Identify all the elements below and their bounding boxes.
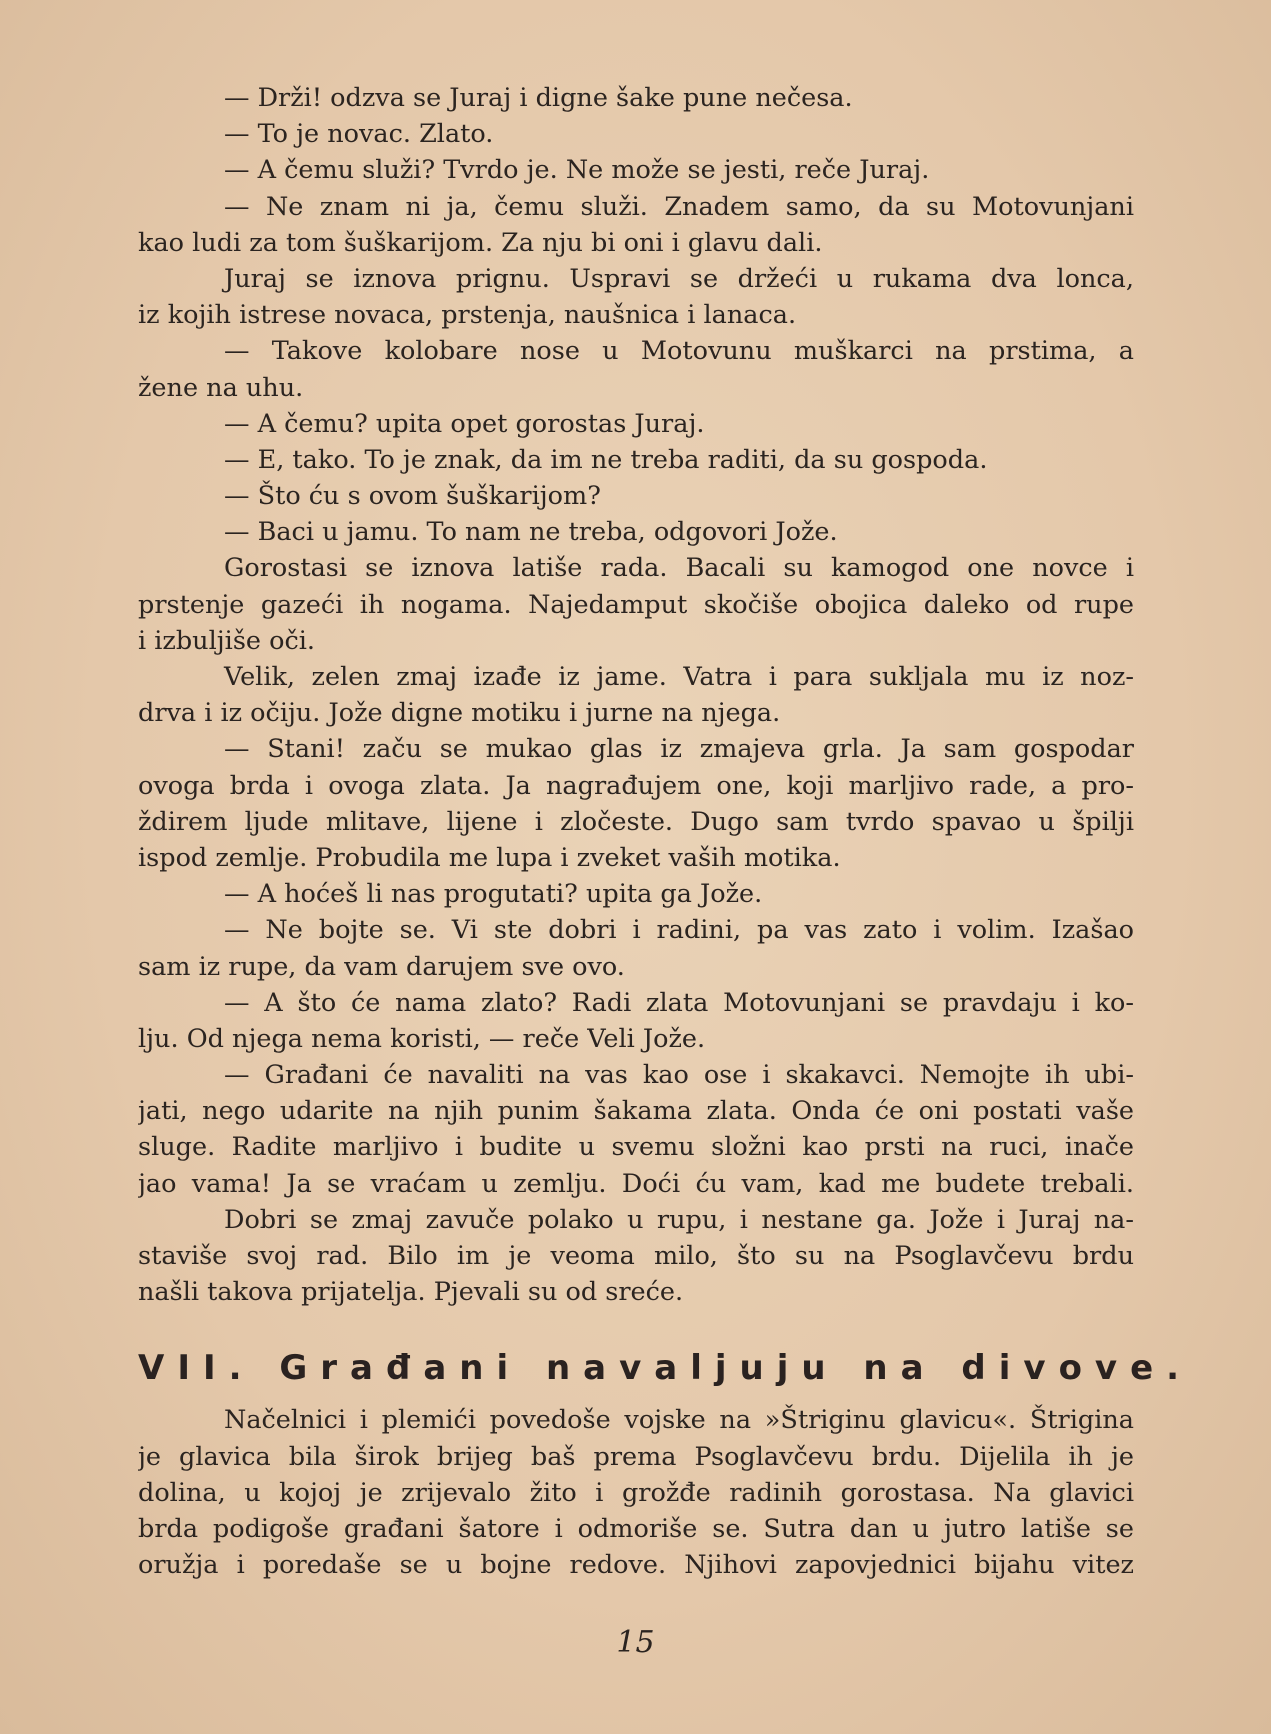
text-line: — Drži! odzva se Juraj i digne šake pune nečesa.	[224, 83, 853, 113]
text-line: Juraj se iznova prignu. Uspravi se držeći u rukama dva lonca,	[224, 263, 1134, 294]
text-line: ovoga brda i ovoga zlata. Ja nagrađujem one, koji marljivo rade, a pro-	[138, 770, 1134, 801]
text-line: našli takova prijatelja. Pjevali su od sreće.	[138, 1277, 684, 1308]
text-line: — Ne znam ni ja, čemu služi. Znadem samo, da su Motovunjani	[224, 191, 1134, 222]
text-line: Načelnici i plemići povedoše vojske na »Štriginu glavicu«. Štrigina	[224, 1405, 1134, 1436]
text-line: — To je novac. Zlato.	[224, 119, 494, 150]
text-line: — Stani! začu se mukao glas iz zmajeva grla. Ja sam gospodar	[224, 734, 1134, 765]
page-number: 15	[616, 1625, 655, 1660]
text-line: kao ludi za tom šuškarijom. Za nju bi oni i glavu dali.	[138, 227, 823, 258]
text-line: lju. Od njega nema koristi, — reče Veli Jože.	[138, 1023, 706, 1054]
text-line: iz kojih istrese novaca, prstenja, naušnica i lanaca.	[138, 300, 797, 331]
text-line: — Što ću s ovom šuškarijom?	[224, 481, 601, 512]
text-line: žene na uhu.	[138, 372, 304, 403]
text-line: prstenje gazeći ih nogama. Najedamput skočiše obojica daleko od rupe	[138, 589, 1134, 620]
text-block-bottom	[138, 1402, 1134, 1583]
text-line: — A hoćeš li nas progutati? upita ga Jože.	[224, 879, 763, 910]
text-line: i izbuljiše oči.	[138, 625, 315, 656]
page-body	[138, 80, 1193, 1583]
text-line: Velik, zelen zmaj izađe iz jame. Vatra i para sukljala mu iz noz-	[224, 662, 1134, 692]
text-line: — Baci u jamu. To nam ne treba, odgovori Jože.	[224, 517, 838, 548]
text-line: ispod zemlje. Probudila me lupa i zveket vaših motika.	[138, 842, 841, 873]
text-line: dolina, u kojoj je zrijevalo žito i grožđe radinih gorostasa. Na glavici	[138, 1477, 1134, 1508]
text-line: — A čemu? upita opet gorostas Juraj.	[224, 408, 705, 439]
text-line: Gorostasi se iznova latiše rada. Bacali su kamogod one novce i	[224, 553, 1134, 584]
text-line: oružja i poredaše se u bojne redove. Njihovi zapovjednici bijahu vitez	[138, 1550, 1134, 1581]
text-line: — Građani će navaliti na vas kao ose i skakavci. Nemojte ih ubi-	[224, 1060, 1134, 1091]
text-line: drva i iz očiju. Jože digne motiku i jurne na njega.	[138, 698, 781, 729]
text-block-top	[138, 80, 1134, 1310]
text-line: sluge. Radite marljivo i budite u svemu složni kao prsti na ruci, inače	[138, 1132, 1134, 1163]
text-line: — A što će nama zlato? Radi zlata Motovunjani se pravdaju i ko-	[224, 987, 1134, 1018]
text-line: ždirem ljude mlitave, lijene i zločeste. Dugo sam tvrdo spavao u špilji	[138, 806, 1134, 837]
text-line: — Ne bojte se. Vi ste dobri i radini, pa vas zato i volim. Izašao	[224, 915, 1134, 946]
text-line: staviše svoj rad. Bilo im je veoma milo, što su na Psoglavčevu brdu	[138, 1241, 1134, 1271]
text-line: brda podigoše građani šatore i odmoriše se. Sutra dan u jutro latiše se	[138, 1513, 1134, 1544]
text-line: Dobri se zmaj zavuče polako u rupu, i nestane ga. Jože i Juraj na-	[224, 1204, 1134, 1235]
text-line: sam iz rupe, da vam darujem sve ovo.	[138, 951, 625, 982]
chapter-heading: VII. Građani navaljuju na divove.	[138, 1348, 1193, 1389]
text-line: je glavica bila širok brijeg baš prema Psoglavčevu brdu. Dijelila ih je	[138, 1441, 1134, 1472]
text-line: — A čemu služi? Tvrdo je. Ne može se jesti, reče Juraj.	[224, 155, 930, 186]
text-line: jao vama! Ja se vraćam u zemlju. Doći ću vam, kad me budete trebali.	[138, 1168, 1134, 1199]
text-line: jati, nego udarite na njih punim šakama zlata. Onda će oni postati vaše	[138, 1096, 1134, 1127]
text-line: — E, tako. To je znak, da im ne treba raditi, da su gospoda.	[224, 444, 988, 475]
text-line: — Takove kolobare nose u Motovunu muškarci na prstima, a	[224, 336, 1134, 367]
